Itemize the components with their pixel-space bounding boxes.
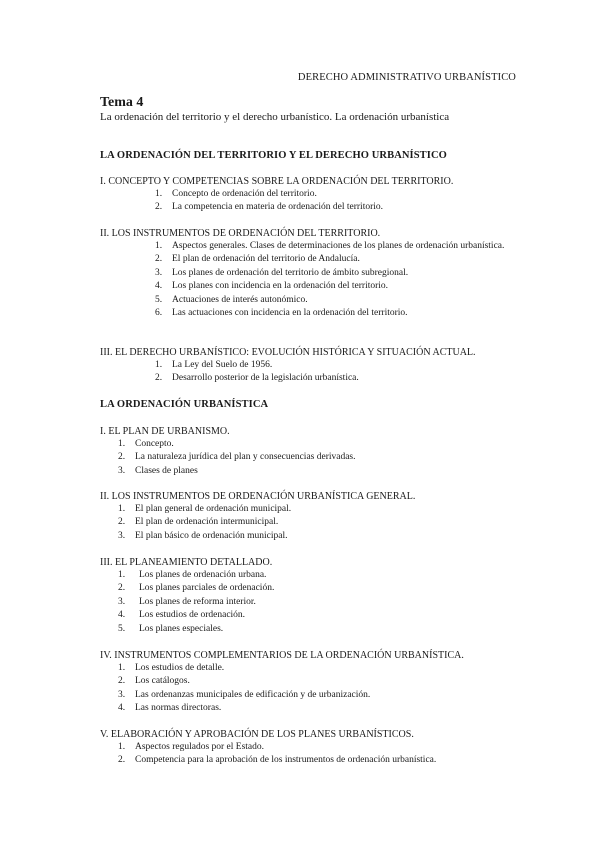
item-text: Los planes parciales de ordenación. bbox=[139, 583, 275, 594]
item-text: El plan general de ordenación municipal. bbox=[135, 504, 292, 514]
list-item bbox=[100, 438, 520, 451]
item-text: Aspectos regulados por el Estado. bbox=[135, 742, 265, 752]
item-list bbox=[100, 569, 520, 636]
item-text: Competencia para la aprobación de los instrumentos de ordenación urbanística. bbox=[135, 755, 437, 766]
list-item bbox=[100, 253, 520, 266]
list-item bbox=[100, 530, 520, 543]
list-item bbox=[100, 307, 520, 320]
item-text: Las actuaciones con incidencia en la ordenación del territorio. bbox=[172, 308, 408, 319]
section-title: II. LOS INSTRUMENTOS DE ORDENACIÓN DEL TERRITORIO. bbox=[100, 228, 381, 239]
item-text: El plan de ordenación intermunicipal. bbox=[135, 517, 279, 528]
item-number: 1. bbox=[155, 189, 163, 199]
section-title: III. EL PLANEAMIENTO DETALLADO. bbox=[100, 557, 273, 568]
item-number: 4. bbox=[155, 281, 163, 292]
section-instrumentos-complementarios bbox=[100, 649, 520, 716]
section-title: I. EL PLAN DE URBANISMO. bbox=[100, 426, 230, 437]
item-number: 2. bbox=[155, 254, 163, 265]
item-number: 1. bbox=[118, 570, 126, 580]
section-instrumentos-territorio bbox=[100, 227, 520, 320]
item-number: 1. bbox=[118, 504, 126, 514]
list-item bbox=[100, 372, 520, 385]
item-number: 3. bbox=[155, 267, 163, 278]
item-text: El plan básico de ordenación municipal. bbox=[135, 530, 288, 541]
list-item bbox=[100, 702, 520, 715]
section-derecho-urbanistico bbox=[100, 346, 520, 386]
section-concepto-competencias bbox=[100, 175, 520, 215]
list-item bbox=[100, 240, 520, 253]
item-text: La naturaleza jurídica del plan y consecuencias derivadas. bbox=[135, 452, 356, 463]
item-list bbox=[100, 662, 520, 716]
list-item bbox=[100, 662, 520, 675]
list-item bbox=[100, 623, 520, 636]
list-item bbox=[100, 754, 520, 767]
list-item bbox=[100, 675, 520, 688]
topic-number: Tema 4 bbox=[100, 95, 144, 110]
item-list bbox=[100, 240, 520, 320]
item-text: La Ley del Suelo de 1956. bbox=[172, 360, 273, 370]
item-text: Desarrollo posterior de la legislación urbanística. bbox=[172, 373, 359, 384]
item-number: 2. bbox=[155, 202, 163, 213]
list-item bbox=[100, 569, 520, 582]
section-title: III. EL DERECHO URBANÍSTICO: EVOLUCIÓN HISTÓRICA Y SITUACIÓN ACTUAL. bbox=[100, 347, 476, 358]
item-list bbox=[100, 188, 520, 215]
list-item bbox=[100, 201, 520, 214]
item-list bbox=[100, 359, 520, 386]
list-item bbox=[100, 582, 520, 595]
list-item bbox=[100, 188, 520, 201]
section-title: IV. INSTRUMENTOS COMPLEMENTARIOS DE LA ORDENACIÓN URBANÍSTICA. bbox=[100, 650, 464, 661]
list-item bbox=[100, 596, 520, 609]
section-title: I. CONCEPTO Y COMPETENCIAS SOBRE LA ORDENACIÓN DEL TERRITORIO. bbox=[100, 176, 454, 187]
list-item bbox=[100, 267, 520, 280]
item-list bbox=[100, 438, 520, 478]
item-number: 1. bbox=[118, 439, 126, 449]
item-number: 2. bbox=[118, 452, 126, 463]
item-text: Los estudios de detalle. bbox=[135, 663, 225, 673]
item-number: 1. bbox=[155, 360, 163, 370]
section-title: II. LOS INSTRUMENTOS DE ORDENACIÓN URBANÍSTICA GENERAL. bbox=[100, 491, 416, 502]
item-text: Los planes de ordenación urbana. bbox=[139, 570, 267, 580]
item-number: 6. bbox=[155, 308, 163, 319]
item-number: 2. bbox=[155, 373, 163, 384]
item-text: Concepto. bbox=[135, 439, 174, 449]
item-text: Los planes de ordenación del territorio de ámbito subregional. bbox=[172, 267, 409, 278]
item-text: Actuaciones de interés autonómico. bbox=[172, 294, 308, 305]
item-number: 3. bbox=[118, 530, 126, 541]
item-list bbox=[100, 741, 520, 768]
item-number: 2. bbox=[118, 755, 126, 766]
item-text: La competencia en materia de ordenación del territorio. bbox=[172, 202, 384, 213]
item-number: 5. bbox=[118, 623, 126, 634]
item-number: 3. bbox=[118, 689, 126, 700]
item-text: Las ordenanzas municipales de edificación y de urbanización. bbox=[135, 689, 371, 700]
list-item bbox=[100, 741, 520, 754]
item-number: 5. bbox=[155, 294, 163, 305]
item-number: 2. bbox=[118, 676, 126, 687]
section-elaboracion-aprobacion bbox=[100, 728, 520, 768]
section-ordenacion-general bbox=[100, 490, 520, 543]
item-number: 3. bbox=[118, 596, 126, 607]
item-text: El plan de ordenación del territorio de Andalucía. bbox=[172, 254, 360, 265]
item-list bbox=[100, 503, 520, 543]
list-item bbox=[100, 294, 520, 307]
item-number: 1. bbox=[118, 742, 126, 752]
item-number: 4. bbox=[118, 610, 126, 621]
list-item bbox=[100, 516, 520, 529]
item-number: 2. bbox=[118, 583, 126, 594]
item-number: 3. bbox=[118, 465, 126, 476]
section-title: V. ELABORACIÓN Y APROBACIÓN DE LOS PLANES URBANÍSTICOS. bbox=[100, 729, 414, 740]
item-text: Los catálogos. bbox=[135, 676, 190, 687]
section-planeamiento-detallado bbox=[100, 556, 520, 636]
list-item bbox=[100, 280, 520, 293]
item-text: Los planes de reforma interior. bbox=[139, 596, 256, 607]
item-text: Los planes especiales. bbox=[139, 623, 224, 634]
list-item bbox=[100, 465, 520, 478]
part-title-ordenacion-urbanistica: LA ORDENACIÓN URBANÍSTICA bbox=[100, 399, 269, 410]
section-plan-urbanismo bbox=[100, 425, 520, 478]
item-text: Concepto de ordenación del territorio. bbox=[172, 189, 317, 199]
item-text: Clases de planes bbox=[135, 465, 198, 476]
item-text: Las normas directoras. bbox=[135, 703, 222, 714]
item-number: 4. bbox=[118, 703, 126, 714]
topic-title: La ordenación del territorio y el derecho urbanístico. La ordenación urbanística bbox=[100, 111, 450, 123]
item-number: 1. bbox=[155, 241, 163, 251]
item-number: 1. bbox=[118, 663, 126, 673]
part-title-territorio: LA ORDENACIÓN DEL TERRITORIO Y EL DERECHO URBANÍSTICO bbox=[100, 150, 447, 161]
item-text: Los planes con incidencia en la ordenación del territorio. bbox=[172, 281, 389, 292]
list-item bbox=[100, 359, 520, 372]
list-item bbox=[100, 451, 520, 464]
item-text: Los estudios de ordenación. bbox=[139, 610, 246, 621]
item-text: Aspectos generales. Clases de determinaciones de los planes de ordenación urbanística. bbox=[172, 241, 505, 251]
running-header: DERECHO ADMINISTRATIVO URBANÍSTICO bbox=[297, 72, 516, 83]
item-number: 2. bbox=[118, 517, 126, 528]
list-item bbox=[100, 503, 520, 516]
list-item bbox=[100, 609, 520, 622]
list-item bbox=[100, 689, 520, 702]
